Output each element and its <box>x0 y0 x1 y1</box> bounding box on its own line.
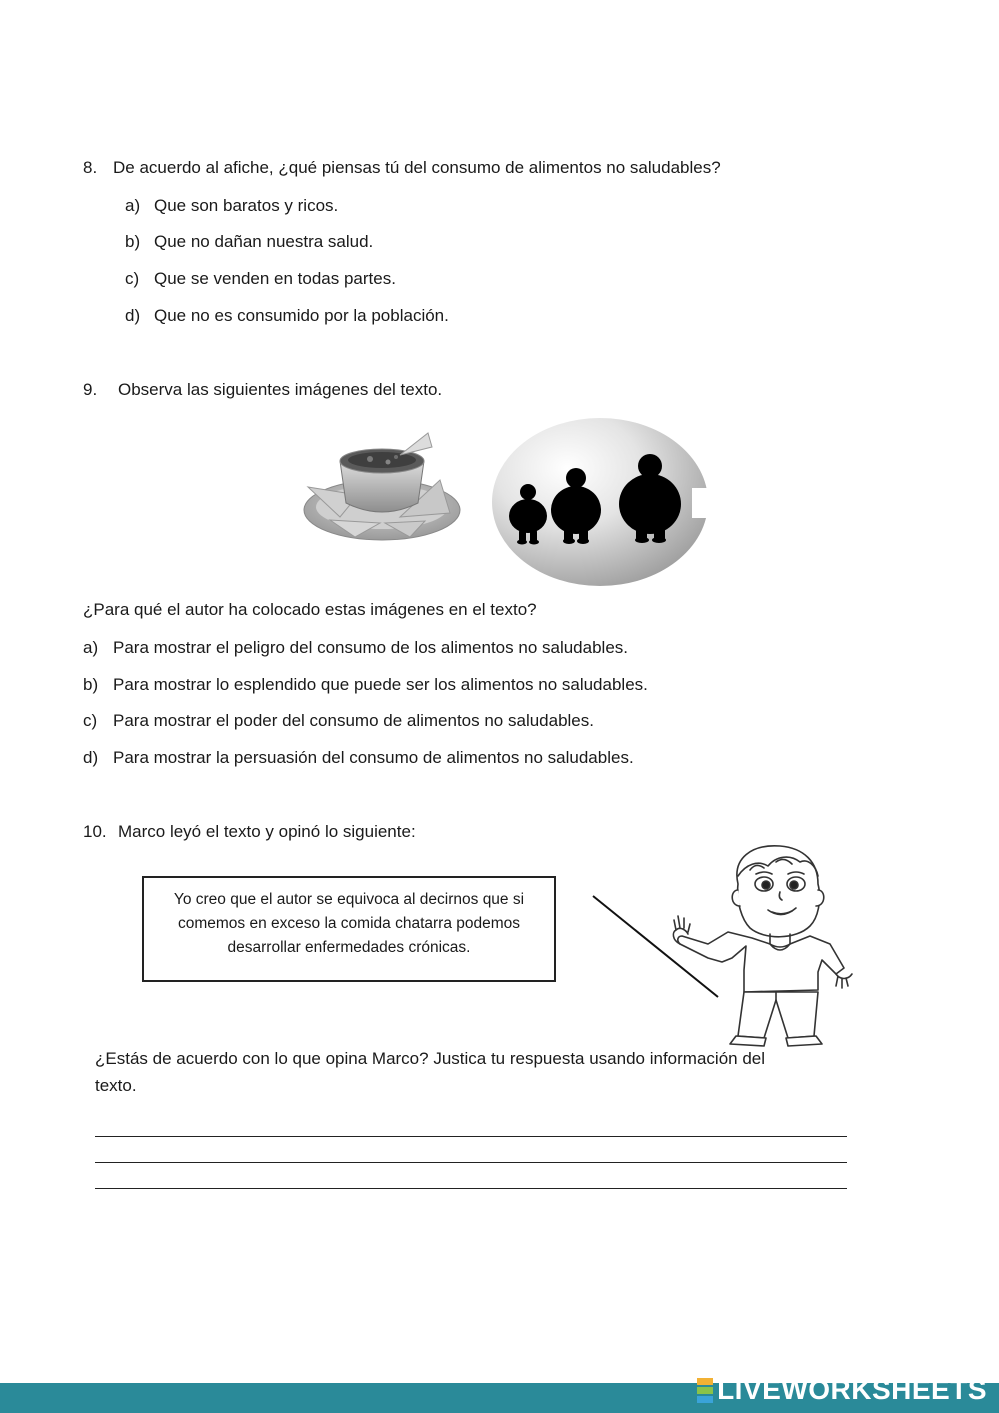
option-text: Que se venden en todas partes. <box>154 269 396 288</box>
option-text: Que no es consumido por la población. <box>154 306 449 325</box>
liveworksheets-logo-icon <box>697 1377 713 1404</box>
quote-line: comemos en exceso la comida chatarra podemos <box>177 915 521 932</box>
question-text-line: texto. <box>95 1076 137 1095</box>
option-letter: d) <box>83 748 99 767</box>
obesity-silhouettes-image <box>492 418 714 588</box>
option-letter: a) <box>125 196 141 215</box>
quote-line: Yo creo que el autor se equivoca al decirnos que si <box>173 891 525 908</box>
answer-line[interactable] <box>95 1188 847 1189</box>
option-letter: c) <box>125 269 140 288</box>
question-text-line: ¿Estás de acuerdo con lo que opina Marco? Justica tu respuesta usando información del <box>95 1049 766 1068</box>
question-text: Observa las siguientes imágenes del texto. <box>118 380 443 399</box>
option-text: Que no dañan nuestra salud. <box>154 232 374 251</box>
quote-line: desarrollar enfermedades crónicas. <box>227 939 471 956</box>
option-text: Que son baratos y ricos. <box>154 196 339 215</box>
answer-line[interactable] <box>95 1136 847 1137</box>
question-number: 8. <box>83 158 98 177</box>
brand-name: LIVEWORKSHEETS <box>717 1374 987 1405</box>
option-letter: c) <box>83 711 98 730</box>
question-text: Marco leyó el texto y opinó lo siguiente: <box>118 822 416 841</box>
boy-cartoon-image <box>672 840 857 1050</box>
question-text: De acuerdo al afiche, ¿qué piensas tú del consumo de alimentos no saludables? <box>113 158 721 177</box>
option-letter: b) <box>83 675 99 694</box>
option-text: Para mostrar el peligro del consumo de los alimentos no saludables. <box>113 638 628 657</box>
answer-line[interactable] <box>95 1162 847 1163</box>
option-letter: a) <box>83 638 99 657</box>
marco-quote-box <box>142 876 556 982</box>
option-text: Para mostrar la persuasión del consumo de alimentos no saludables. <box>113 748 634 767</box>
option-letter: d) <box>125 306 141 325</box>
liveworksheets-brand <box>697 1373 987 1407</box>
question-number: 10. <box>83 822 107 841</box>
chips-dip-image <box>300 425 465 547</box>
option-text: Para mostrar lo esplendido que puede ser los alimentos no saludables. <box>113 675 648 694</box>
question-prompt: ¿Para qué el autor ha colocado estas imágenes en el texto? <box>83 600 537 619</box>
option-letter: b) <box>125 232 141 251</box>
option-text: Para mostrar el poder del consumo de alimentos no saludables. <box>113 711 594 730</box>
question-number: 9. <box>83 380 98 399</box>
